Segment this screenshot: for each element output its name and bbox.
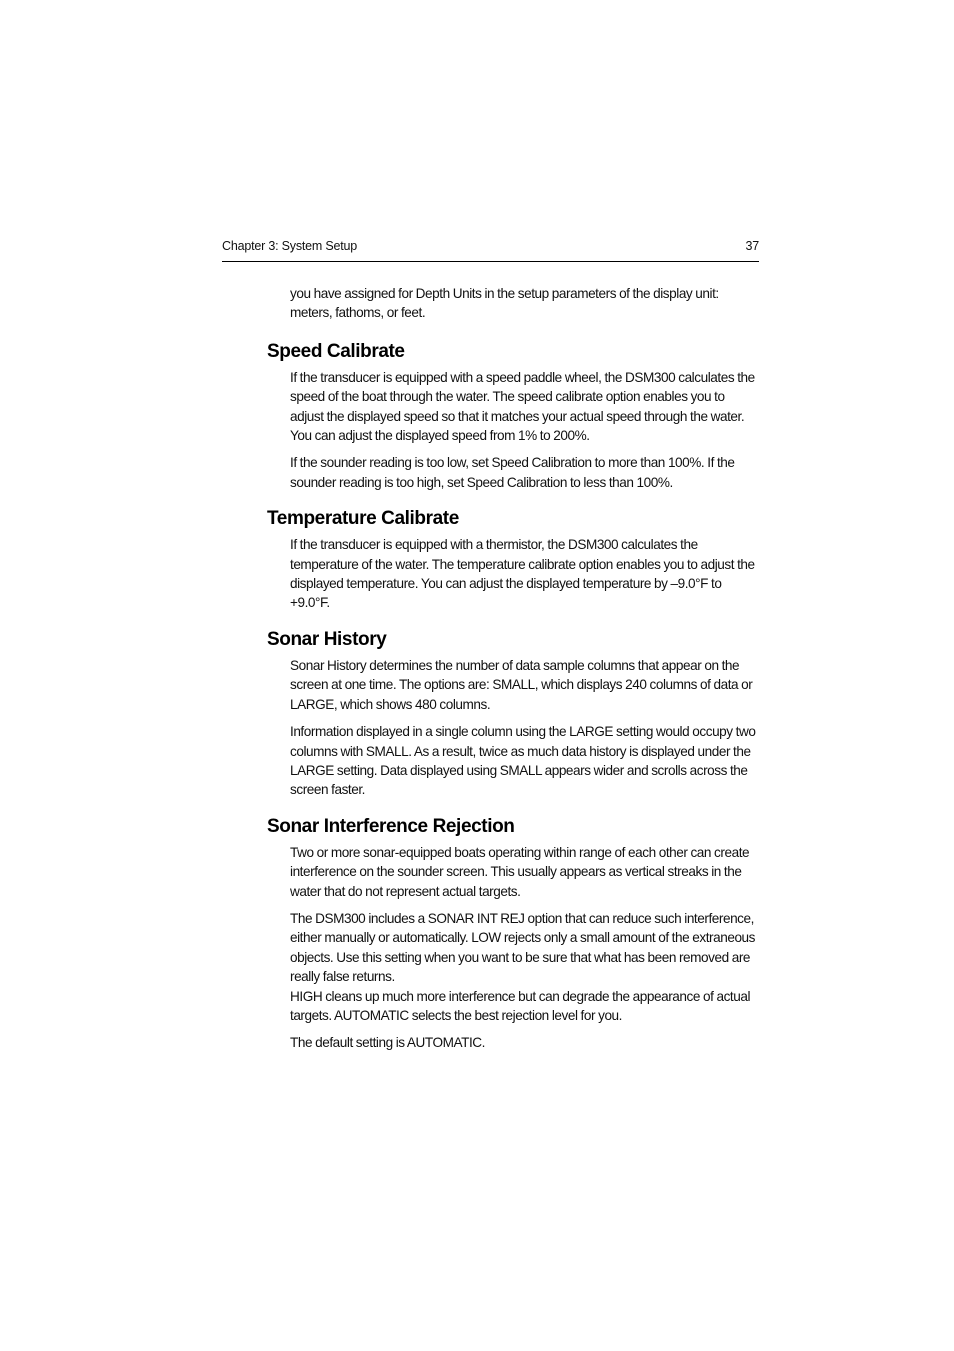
sonar-history-paragraph-1: Sonar History determines the number of data sample columns that appear on the screen at one time. The options are: SMALL, which displays 240 columns of data or LARGE, which shows 480 columns. <box>290 657 753 712</box>
running-header <box>222 238 759 262</box>
speed-calibrate-paragraph-1: If the transducer is equipped with a speed paddle wheel, the DSM300 calculates the speed of the boat through the water. The speed calibrate option enables you to adjust the displayed speed so that it matches your actual speed through the water. You can adjust the displayed speed from 1% to 200%. <box>290 369 755 444</box>
chapter-title: Chapter 3: System Setup <box>222 239 358 253</box>
temperature-calibrate-paragraph-1: If the transducer is equipped with a thermistor, the DSM300 calculates the temperature of the water. The temperature calibrate option enables you to adjust the displayed temperature. You can adjust the displayed temperature by –9.0°F to +9.0°F. <box>290 537 755 611</box>
page-number: 37 <box>745 239 759 253</box>
interference-rejection-paragraph-2 <box>290 909 759 1025</box>
section-heading-sonar-history: Sonar History <box>267 628 387 650</box>
speed-calibrate-paragraph-2: If the sounder reading is too low, set Speed Calibration to more than 100%. If the sounder reading is too high, set Speed Calibration to less than 100%. <box>290 455 735 490</box>
intro-paragraph: you have assigned for Depth Units in the setup parameters of the display unit: meters, fathoms, or feet. <box>290 286 719 321</box>
interference-rejection-paragraph-1: Two or more sonar-equipped boats operating within range of each other can create interference on the sounder screen. This usually appears as vertical streaks in the water that do not represent actual targets. <box>290 844 750 899</box>
sonar-history-paragraph-2: Information displayed in a single column using the LARGE setting would occupy two columns with SMALL. As a result, twice as much data history is displayed under the LARGE setting. Data displayed using SMALL appears wider and scrolls across the screen faster. <box>290 724 756 798</box>
interference-rejection-paragraph-2-part-a: The DSM300 includes a SONAR INT REJ option that can reduce such interference, either manually or automatically. LOW rejects only a small amount of the extraneous objects. Use this setting when you want to be sure that what has been removed are really false returns. <box>290 910 756 985</box>
section-heading-sonar-interference-rejection: Sonar Interference Rejection <box>267 815 515 837</box>
section-heading-temperature-calibrate: Temperature Calibrate <box>267 508 459 530</box>
interference-rejection-paragraph-3: The default setting is AUTOMATIC. <box>290 1035 485 1051</box>
page-body <box>267 284 759 1061</box>
interference-rejection-paragraph-2-part-b: HIGH cleans up much more interference but can degrade the appearance of actual targets. AUTOMATIC selects the best rejection level for you. <box>290 988 751 1023</box>
section-heading-speed-calibrate: Speed Calibrate <box>267 340 405 362</box>
